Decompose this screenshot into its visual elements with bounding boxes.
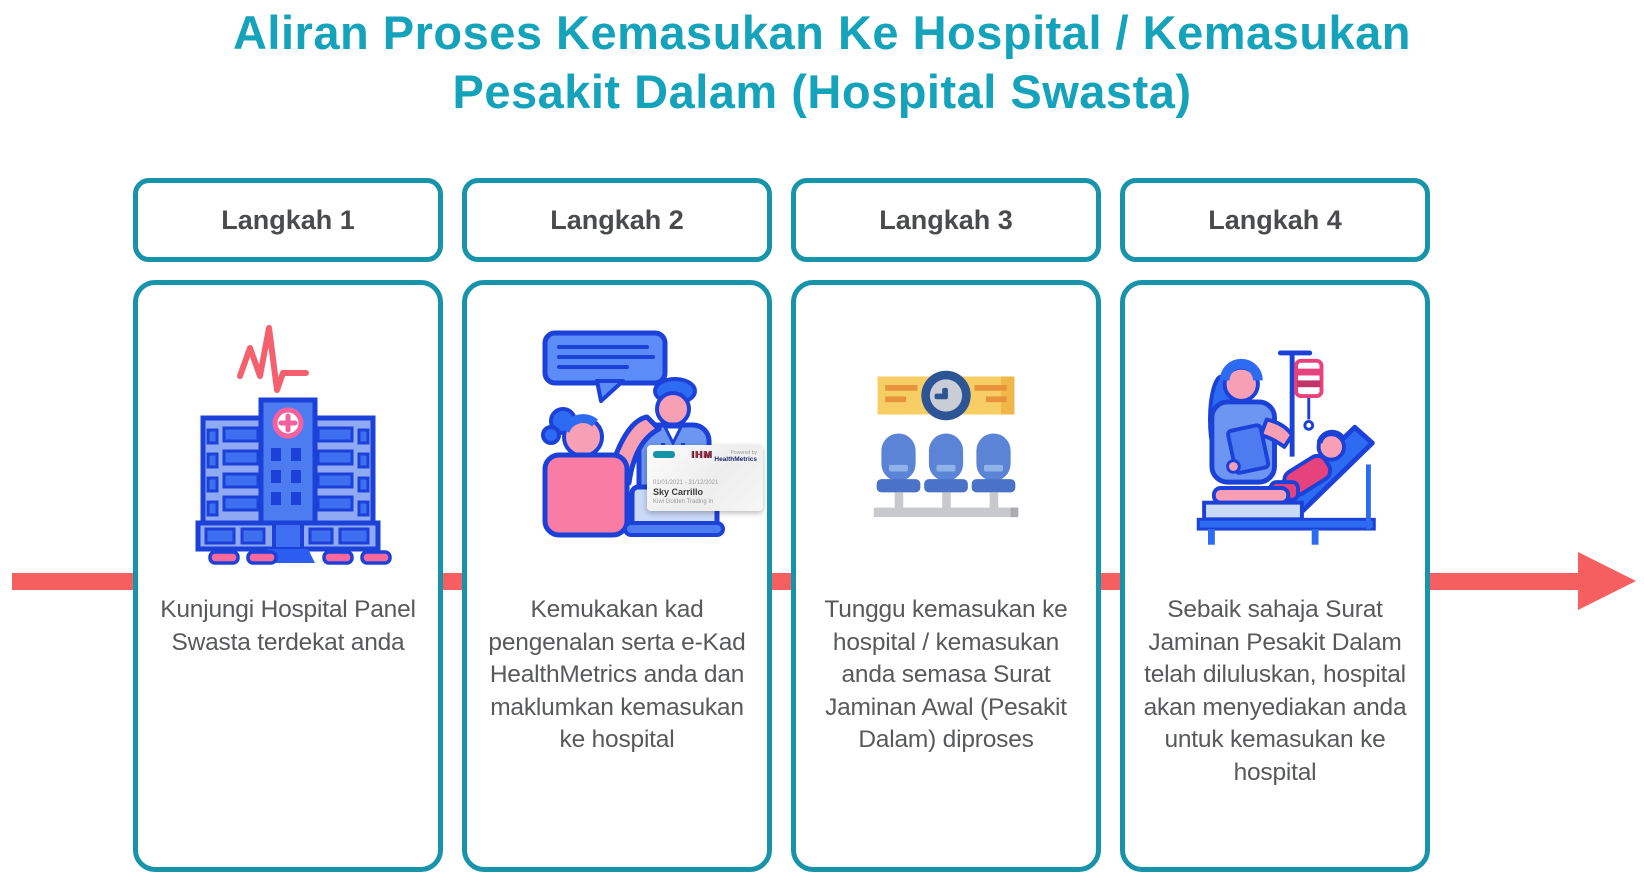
step-4-description: Sebaik sahaja Surat Jaminan Pesakit Dalam telah diluluskan, hospital akan menyediakan anda untuk kemasukan ke hospital [1143, 596, 1407, 786]
step-2-card [462, 280, 772, 872]
step-2-header [462, 178, 772, 262]
registration-conversation-icon [497, 325, 737, 555]
step-3-description: Tunggu kemasukan ke hospital / kemasukan anda semasa Surat Jaminan Awal (Pesakit Dalam) diproses [824, 596, 1068, 754]
step-3-label: Langkah 3 [879, 204, 1013, 235]
waiting-area-icon [851, 367, 1041, 519]
step-3-icon-area [851, 291, 1041, 594]
step-1-label: Langkah 1 [221, 204, 355, 235]
hospital-bed-patient-icon [1163, 335, 1388, 550]
step-1-header [133, 178, 443, 262]
hospital-building-icon [178, 318, 398, 568]
step-4-icon-area [1163, 291, 1388, 594]
ecard-company: Kiwi Golden Trading In [653, 498, 714, 505]
healthmetrics-ecard [647, 445, 763, 511]
step-4-label: Langkah 4 [1208, 204, 1342, 235]
step-2-description: Kemukakan kad pengenalan serta e-Kad HealthMetrics anda dan maklumkan kemasukan ke hospital [488, 596, 746, 754]
ecard-badge [653, 451, 675, 458]
step-2-column [462, 178, 772, 872]
step-1-card [133, 280, 443, 872]
flow-arrow-head-icon [1578, 552, 1636, 610]
medical-cross-icon [275, 410, 301, 436]
ecard-holder-name: Sky Carrillo [653, 487, 704, 498]
speech-bubble-icon [545, 333, 665, 401]
step-1-icon-area [178, 291, 398, 594]
powered-by-label: Powered by [730, 450, 757, 456]
healthmetrics-logo: HealthMetrics [714, 456, 757, 464]
waiting-chairs [874, 433, 1018, 517]
step-3-card [791, 280, 1101, 872]
step-1-column [133, 178, 443, 872]
ihm-logo: IHM [691, 450, 713, 461]
step-4-header [1120, 178, 1430, 262]
step-2-icon-area [497, 291, 757, 594]
step-4-card [1120, 280, 1430, 872]
ecard-validity: 01/01/2021 - 31/12/2021 [653, 479, 719, 486]
step-1-description: Kunjungi Hospital Panel Swasta terdekat anda [160, 596, 416, 656]
heartbeat-icon [240, 328, 306, 390]
page-title-line-2: Pesakit Dalam (Hospital Swasta) [452, 64, 1192, 118]
step-4-column [1120, 178, 1430, 872]
page-title-line-1: Aliran Proses Kemasukan Ke Hospital / Kemasukan [232, 6, 1412, 59]
nurse-figure [1209, 364, 1291, 482]
step-2-label: Langkah 2 [550, 204, 684, 235]
page-title [0, 4, 1644, 122]
clock-icon [921, 370, 970, 419]
step-3-column [791, 178, 1101, 872]
step-3-header [791, 178, 1101, 262]
steps-row [133, 178, 1430, 872]
